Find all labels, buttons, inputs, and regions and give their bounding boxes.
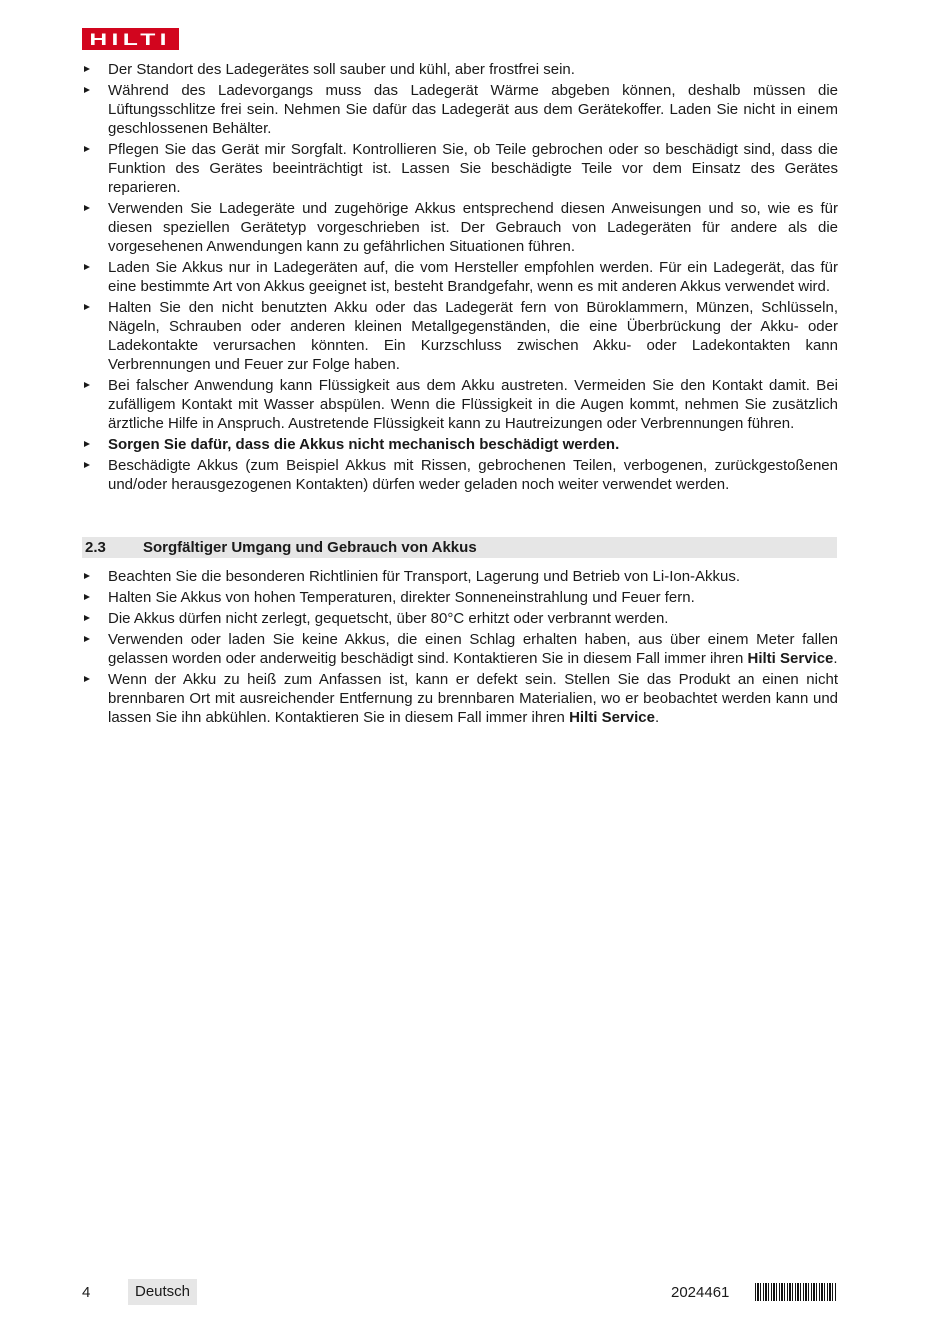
section-title: Sorgfältiger Umgang und Gebrauch von Akkus: [143, 539, 477, 556]
list-item: Bei falscher Anwendung kann Flüssigkeit aus dem Akku austreten. Vermeiden Sie den Kontakt damit. Bei zufälligem Kontakt mit Wasser abspülen. Wenn die Flüssigkeit in die Augen kommt, nehmen Sie zusätzlich ärztliche Hilfe in Anspruch. Austretende Flüssigkeit kann zu Hautreizungen oder Verbrennungen führen.: [82, 376, 838, 433]
bullet-triangle-icon: [84, 676, 90, 682]
bullet-triangle-icon: [84, 636, 90, 642]
language-label: Deutsch: [128, 1279, 197, 1305]
bullet-triangle-icon: [84, 304, 90, 310]
bullet-triangle-icon: [84, 264, 90, 270]
page-number: 4: [82, 1284, 91, 1301]
bullet-triangle-icon: [84, 205, 90, 211]
section-number: 2.3: [85, 539, 106, 556]
list-item: Beachten Sie die besonderen Richtlinien für Transport, Lagerung und Betrieb von Li-Ion-Akkus.: [82, 567, 838, 586]
list-item: Die Akkus dürfen nicht zerlegt, gequetscht, über 80°C erhitzt oder verbrannt werden.: [82, 609, 838, 628]
list-item: Verwenden Sie Ladegeräte und zugehörige Akkus entsprechend diesen Anweisungen und so, wie es für diesen speziellen Gerätetyp vorgeschrieben ist. Der Gebrauch von Ladegeräten für andere als die vorgesehenen Anwendungen kann zu gefährlichen Situationen führen.: [82, 199, 838, 256]
barcode-icon: [755, 1283, 837, 1301]
section-heading: [82, 537, 837, 558]
bullet-triangle-icon: [84, 441, 90, 447]
list-item: Während des Ladevorgangs muss das Ladegerät Wärme abgeben können, deshalb müssen die Lüftungsschlitze frei sein. Nehmen Sie dafür das Ladegerät aus dem Gerätekoffer. Laden Sie nicht in einem geschlossenen Behälter.: [82, 81, 838, 138]
list-item: Laden Sie Akkus nur in Ladegeräten auf, die vom Hersteller empfohlen werden. Für ein Ladegerät, das für eine bestimmte Art von Akkus geeignet ist, besteht Brandgefahr, wenn es mit anderen Akkus verwendet wird.: [82, 258, 838, 296]
bullet-triangle-icon: [84, 462, 90, 468]
safety-list-batteries: [82, 567, 838, 729]
list-item-bold: Sorgen Sie dafür, dass die Akkus nicht mechanisch beschädigt werden.: [82, 435, 838, 454]
safety-list-chargers: [82, 60, 838, 496]
document-number: 2024461: [671, 1284, 730, 1301]
bullet-triangle-icon: [84, 594, 90, 600]
list-item: Beschädigte Akkus (zum Beispiel Akkus mit Rissen, gebrochenen Teilen, verbogenen, zurückgestoßenen und/oder herausgezogenen Kontakten) dürfen weder geladen noch weiter verwendet werden.: [82, 456, 838, 494]
hilti-logo: [82, 28, 179, 50]
logo-text: HILTI: [89, 29, 172, 49]
list-item: Pflegen Sie das Gerät mir Sorgfalt. Kontrollieren Sie, ob Teile gebrochen oder so beschädigt sind, dass die Funktion des Gerätes beeinträchtigt ist. Lassen Sie beschädigte Teile vor dem Einsatz des Gerätes reparieren.: [82, 140, 838, 197]
bullet-triangle-icon: [84, 146, 90, 152]
bullet-triangle-icon: [84, 382, 90, 388]
list-item: Halten Sie den nicht benutzten Akku oder das Ladegerät fern von Büroklammern, Münzen, Schlüsseln, Nägeln, Schrauben oder anderen kleinen Metallgegenständen, die eine Überbrückung der Akku- oder Ladekontakte verursachen könnten. Ein Kurzschluss zwischen Akku- oder Ladekontakten kann Verbrennungen und Feuer zur Folge haben.: [82, 298, 838, 374]
list-item: Halten Sie Akkus von hohen Temperaturen, direkter Sonneneinstrahlung und Feuer fern.: [82, 588, 838, 607]
list-item: Verwenden oder laden Sie keine Akkus, die einen Schlag erhalten haben, aus über einem Meter fallen gelassen worden oder anderweitig beschädigt sind. Kontaktieren Sie in diesem Fall immer ihren Hilti Service.: [82, 630, 838, 668]
bullet-triangle-icon: [84, 87, 90, 93]
list-item: Wenn der Akku zu heiß zum Anfassen ist, kann er defekt sein. Stellen Sie das Produkt an einen nicht brennbaren Ort mit ausreichender Entfernung zu brennbaren Materialien, wo er beobachtet werden kann und lassen Sie ihn abkühlen. Kontaktieren Sie in diesem Fall immer ihren Hilti Service.: [82, 670, 838, 727]
bullet-triangle-icon: [84, 615, 90, 621]
list-item: Der Standort des Ladegerätes soll sauber und kühl, aber frostfrei sein.: [82, 60, 838, 79]
bullet-triangle-icon: [84, 573, 90, 579]
bullet-triangle-icon: [84, 66, 90, 72]
